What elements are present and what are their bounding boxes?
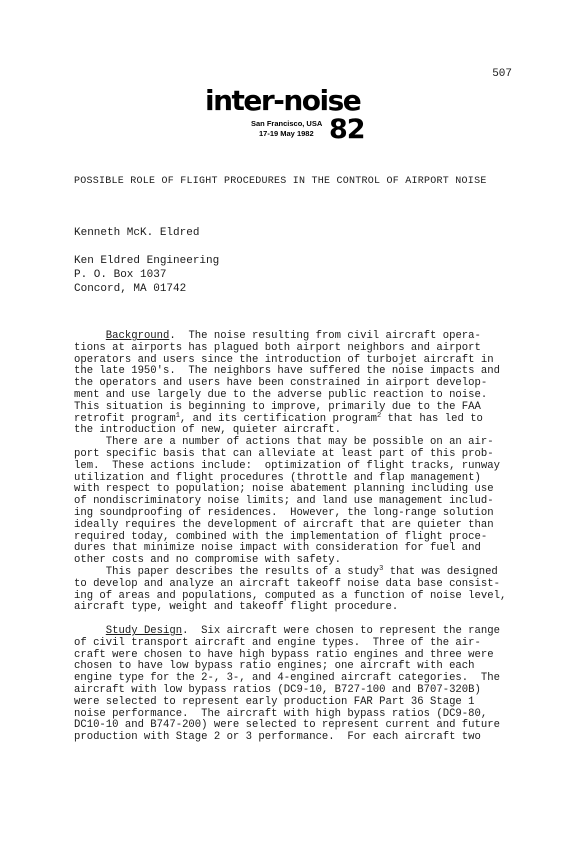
body-line: port specific basis that can alleviate at least part of this prob- <box>74 447 494 460</box>
body-line: Background. The noise resulting from civil aircraft opera- <box>105 330 481 342</box>
body-line: ment and use largely due to the adverse public reaction to noise. <box>74 388 488 401</box>
body-line: ing of areas and populations, computed as a function of noise level, <box>74 589 507 602</box>
body-line: This situation is beginning to improve, primarily due to the FAA <box>74 400 481 413</box>
conference-logo <box>205 84 375 146</box>
body-line: were selected to represent early production FAR Part 36 Stage 1 <box>74 695 475 708</box>
citation-marker: 1 <box>175 411 180 420</box>
address-line: Ken Eldred Engineering <box>74 255 220 267</box>
author-address <box>74 254 219 296</box>
citation-marker: 2 <box>377 411 382 420</box>
body-line: ideally requires the development of aircraft that are quieter than <box>74 518 494 531</box>
body-line: the introduction of new, quieter aircraft. <box>74 424 342 437</box>
body-line: DC10-10 and B747-200) were selected to represent current and future <box>74 719 500 732</box>
body-line: other costs and no compromise with safety. <box>74 554 342 567</box>
logo-wordmark: inter-noise <box>205 84 361 117</box>
body-line: This paper describes the results of a study$^3$ that was designed <box>74 564 498 578</box>
page-number: 507 <box>492 68 512 80</box>
body-line: of civil transport aircraft and engine types. Three of the air- <box>74 636 481 649</box>
body-line: dures that minimize noise impact with consideration for fuel and <box>74 542 481 555</box>
body-line: of nondiscriminatory noise limits; and land use management includ- <box>74 495 494 508</box>
body-line: chosen to have low bypass ratio engines; one aircraft with each <box>74 660 475 673</box>
study-design-heading: Study Design <box>105 624 183 637</box>
body-line: craft were chosen to have high bypass ratio engines and three were <box>74 648 494 661</box>
address-line: Concord, MA 01742 <box>74 283 187 295</box>
body-line: required today, combined with the implementation of flight proce- <box>74 530 488 543</box>
body-line: aircraft with low bypass ratios (DC9-10, B727-100 and B707-320B) <box>74 683 481 696</box>
logo-location: San Francisco, USA <box>251 119 323 128</box>
paper-body <box>74 330 507 744</box>
body-line: the late 1950's. The neighbors have suffered the noise impacts and <box>74 365 500 378</box>
body-line: ing soundproofing of residences. However, the long-range solution <box>74 506 494 519</box>
body-line: engine type for the 2-, 3-, and 4-engined aircraft categories. The <box>74 672 500 685</box>
citation-marker: 3 <box>379 564 384 573</box>
body-line: Study Design. Six aircraft were chosen to represent the range <box>105 624 500 637</box>
body-line: utilization and flight procedures (throttle and flap management) <box>74 471 481 484</box>
body-line: retrofit program$^1$, and its certification program$^2$ that has led to <box>74 411 483 425</box>
body-line: with respect to population; noise abatement planning including use <box>74 483 494 496</box>
body-line: There are a number of actions that may be possible on an air- <box>74 436 494 449</box>
body-line: tions at airports has plagued both airport neighbors and airport <box>74 341 481 354</box>
logo-dates: 17-19 May 1982 <box>259 129 314 138</box>
address-line: P. O. Box 1037 <box>74 269 167 281</box>
body-line: noise performance. The aircraft with high bypass ratios (DC9-80, <box>74 707 488 720</box>
body-line: lem. These actions include: optimization of flight tracks, runway <box>74 459 500 472</box>
author-name: Kenneth McK. Eldred <box>74 227 200 239</box>
background-heading: Background <box>105 330 170 342</box>
body-line: production with Stage 2 or 3 performance. For each aircraft two <box>74 731 481 744</box>
body-line: operators and users since the introduction of turbojet aircraft in <box>74 353 494 366</box>
body-line: to develop and analyze an aircraft takeoff noise data base consist- <box>74 577 500 590</box>
logo-year: 82 <box>329 114 365 145</box>
body-line: aircraft type, weight and takeoff flight procedure. <box>74 601 399 614</box>
paper-title: POSSIBLE ROLE OF FLIGHT PROCEDURES IN THE CONTROL OF AIRPORT NOISE <box>74 176 487 187</box>
body-line: the operators and users have been constrained in airport develop- <box>74 377 488 390</box>
